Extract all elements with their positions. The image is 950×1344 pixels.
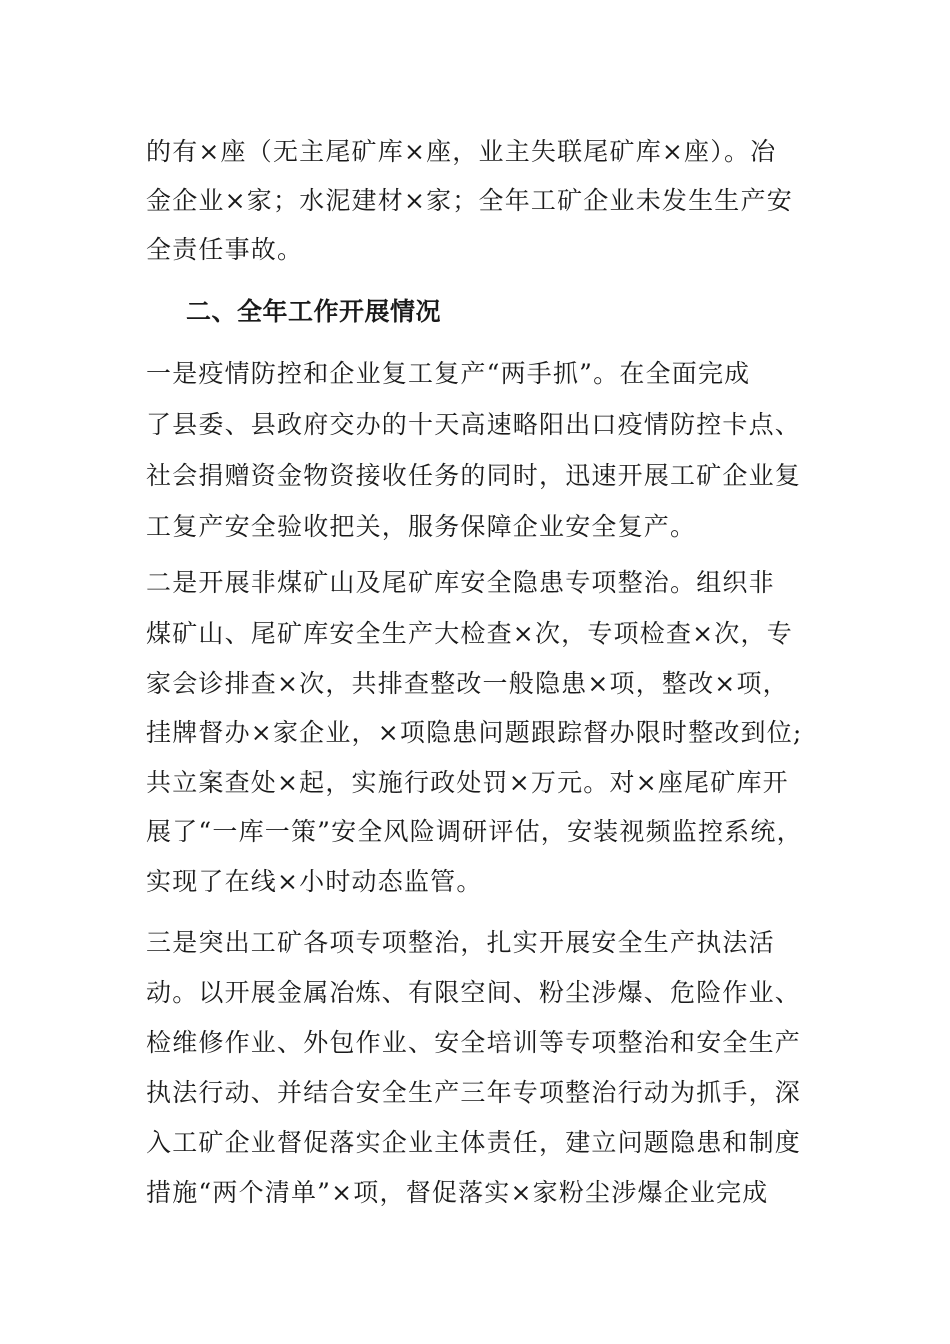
paragraph3-line-1: 三是突出工矿各项专项整治，扎实开展安全生产执法活 bbox=[146, 928, 775, 957]
paragraph1-line-3: 社会捐赠资金物资接收任务的同时，迅速开展工矿企业复 bbox=[146, 461, 802, 490]
paragraph2-line-6: 展了“一库一策”安全风险调研评估，安装视频监控系统， bbox=[146, 817, 803, 846]
intro-line-3: 全责任事故。 bbox=[146, 235, 304, 264]
paragraph2-line-3: 家会诊排查×次，共排查整改一般隐患×项，整改×项， bbox=[146, 669, 789, 698]
paragraph2-line-1: 二是开展非煤矿山及尾矿库安全隐患专项整治。组织非 bbox=[146, 568, 775, 597]
section-heading: 二、全年工作开展情况 bbox=[186, 297, 442, 326]
paragraph3-line-2: 动。以开展金属冶炼、有限空间、粉尘涉爆、危险作业、 bbox=[146, 978, 802, 1007]
paragraph3-line-5: 入工矿企业督促落实企业主体责任，建立问题隐患和制度 bbox=[146, 1128, 802, 1157]
paragraph1-line-4: 工复产安全验收把关，服务保障企业安全复产。 bbox=[146, 512, 697, 541]
paragraph3-line-4: 执法行动、并结合安全生产三年专项整治行动为抓手，深 bbox=[146, 1078, 802, 1107]
paragraph3-line-3: 检维修作业、外包作业、安全培训等专项整治和安全生产 bbox=[146, 1028, 802, 1057]
intro-line-1: 的有×座（无主尾矿库×座，业主失联尾矿库×座）。冶 bbox=[146, 137, 777, 166]
paragraph2-line-5: 共立案查处×起，实施行政处罚×万元。对×座尾矿库开 bbox=[146, 768, 789, 797]
intro-line-2: 金企业×家；水泥建材×家；全年工矿企业未发生生产安 bbox=[146, 186, 793, 215]
paragraph1-line-1: 一是疫情防控和企业复工复产“两手抓”。在全面完成 bbox=[146, 359, 751, 388]
paragraph2-line-4: 挂牌督办×家企业，×项隐患问题跟踪督办限时整改到位; bbox=[146, 718, 803, 747]
paragraph3-line-6: 措施“两个清单”×项，督促落实×家粉尘涉爆企业完成 bbox=[146, 1178, 769, 1207]
paragraph1-line-2: 了县委、县政府交办的十天高速略阳出口疫情防控卡点、 bbox=[146, 410, 802, 439]
paragraph2-line-2: 煤矿山、尾矿库安全生产大检查×次，专项检查×次，专 bbox=[146, 619, 793, 648]
paragraph2-line-7: 实现了在线×小时动态监管。 bbox=[146, 867, 483, 896]
